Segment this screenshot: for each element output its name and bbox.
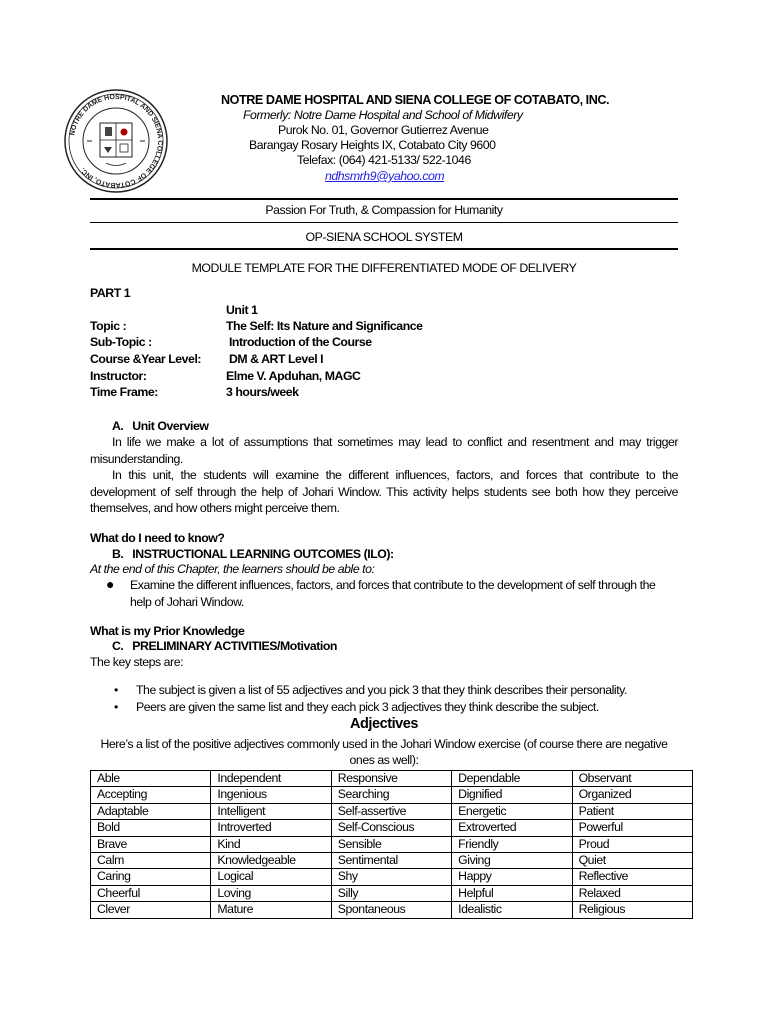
table-row (91, 902, 693, 918)
table-cell: Quiet (572, 853, 692, 869)
bullet-icon: ● (106, 576, 115, 592)
table-row (91, 869, 693, 885)
table-cell: Sensible (331, 836, 451, 852)
section-a-heading: A. Unit Overview (112, 419, 209, 433)
telefax-line: Telefax: (064) 421-5133/ 522-1046 (297, 153, 471, 167)
info-value-course: DM & ART Level I (226, 352, 324, 366)
table-cell: Energetic (452, 803, 572, 819)
system-divider (90, 248, 678, 250)
step-bullet-icon: • (114, 683, 118, 697)
table-row (91, 853, 693, 869)
section-c-question: What is my Prior Knowledge (90, 624, 245, 638)
table-cell: Responsive (331, 771, 451, 787)
table-row (91, 820, 693, 836)
address-line-1: Purok No. 01, Governor Gutierrez Avenue (278, 123, 489, 137)
module-title: MODULE TEMPLATE FOR THE DIFFERENTIATED MODE OF DELIVERY (191, 261, 577, 275)
institution-name: NOTRE DAME HOSPITAL AND SIENA COLLEGE OF COTABATO, INC. (221, 93, 610, 107)
table-cell: Ingenious (211, 787, 331, 803)
table-cell: Knowledgeable (211, 853, 331, 869)
table-cell: Observant (572, 771, 692, 787)
table-cell: Religious (572, 902, 692, 918)
table-cell: Logical (211, 869, 331, 885)
motto: Passion For Truth, & Compassion for Humanity (265, 203, 503, 217)
info-value-topic: The Self: Its Nature and Significance (226, 319, 423, 333)
ilo-bullet-line-2: help of Johari Window. (130, 595, 244, 609)
table-cell: Dignified (452, 787, 572, 803)
school-system: OP-SIENA SCHOOL SYSTEM (305, 230, 463, 244)
table-row (91, 787, 693, 803)
section-c-heading: C. PRELIMINARY ACTIVITIES/Motivation (112, 639, 337, 653)
table-cell: Cheerful (91, 885, 211, 901)
adjectives-table (90, 770, 693, 919)
table-cell: Friendly (452, 836, 572, 852)
table-cell: Idealistic (452, 902, 572, 918)
info-value-subtopic: Introduction of the Course (226, 335, 372, 349)
section-a-body (90, 434, 678, 517)
formerly-line: Formerly: Notre Dame Hospital and School of Midwifery (243, 108, 523, 122)
info-label-topic: Topic : (90, 319, 127, 333)
table-cell: Powerful (572, 820, 692, 836)
table-cell: Bold (91, 820, 211, 836)
table-cell: Kind (211, 836, 331, 852)
section-b-heading: B. INSTRUCTIONAL LEARNING OUTCOMES (ILO): (112, 547, 394, 561)
adjectives-intro-line-1: Here’s a list of the positive adjectives commonly used in the Johari Window exercise (of course there are negative (100, 737, 668, 751)
table-cell: Sentimental (331, 853, 451, 869)
svg-text:NOTRE DAME HOSPITAL AND SIENA: NOTRE DAME HOSPITAL AND SIENA COLLEGE OF COTABATO, INC. (69, 93, 164, 189)
table-cell: Introverted (211, 820, 331, 836)
table-cell: Extroverted (452, 820, 572, 836)
table-cell: Brave (91, 836, 211, 852)
info-label-instructor: Instructor: (90, 369, 147, 383)
email-link[interactable]: ndhsmrh9@yahoo.com (325, 169, 445, 183)
table-row (91, 836, 693, 852)
address-line-2: Barangay Rosary Heights IX, Cotabato City 9600 (249, 138, 496, 152)
section-b-question: What do I need to know? (90, 531, 225, 545)
adjectives-title: Adjectives (349, 716, 419, 732)
section-c-intro: The key steps are: (90, 655, 184, 669)
table-cell: Relaxed (572, 885, 692, 901)
table-cell: Organized (572, 787, 692, 803)
table-cell: Spontaneous (331, 902, 451, 918)
table-row (91, 771, 693, 787)
info-label-timeframe: Time Frame: (90, 385, 158, 399)
table-cell: Intelligent (211, 803, 331, 819)
table-row (91, 885, 693, 901)
motto-divider (90, 222, 678, 223)
table-cell: Patient (572, 803, 692, 819)
step-bullet-icon: • (114, 700, 118, 714)
table-cell: Self-assertive (331, 803, 451, 819)
overview-paragraph-1: In life we make a lot of assumptions that sometimes may lead to conflict and resentment and may trigger misunderstanding. (90, 435, 678, 466)
table-cell: Clever (91, 902, 211, 918)
table-cell: Helpful (452, 885, 572, 901)
info-value-timeframe: 3 hours/week (226, 385, 299, 399)
table-cell: Adaptable (91, 803, 211, 819)
unit-label: Unit 1 (226, 303, 258, 317)
info-label-subtopic: Sub-Topic : (90, 335, 152, 349)
table-cell: Mature (211, 902, 331, 918)
table-cell: Happy (452, 869, 572, 885)
table-cell: Calm (91, 853, 211, 869)
header-divider (90, 198, 678, 200)
table-cell: Reflective (572, 869, 692, 885)
table-cell: Silly (331, 885, 451, 901)
table-cell: Dependable (452, 771, 572, 787)
table-cell: Searching (331, 787, 451, 803)
table-cell: Able (91, 771, 211, 787)
ilo-bullet-line-1: Examine the different influences, factors, and forces that contribute to the development of self through the (130, 578, 656, 592)
table-cell: Caring (91, 869, 211, 885)
table-cell: Self-Conscious (331, 820, 451, 836)
table-cell: Independent (211, 771, 331, 787)
table-cell: Giving (452, 853, 572, 869)
school-seal-logo (62, 87, 170, 195)
info-label-course: Course &Year Level: (90, 352, 202, 366)
table-cell: Proud (572, 836, 692, 852)
info-value-instructor: Elme V. Apduhan, MAGC (226, 369, 361, 383)
table-cell: Shy (331, 869, 451, 885)
adjectives-intro-line-2: ones as well): (349, 753, 419, 767)
table-row (91, 803, 693, 819)
key-step-1: The subject is given a list of 55 adjectives and you pick 3 that they think describes their personality. (136, 683, 627, 697)
table-cell: Loving (211, 885, 331, 901)
part-label: PART 1 (90, 286, 131, 300)
section-b-intro: At the end of this Chapter, the learners should be able to: (90, 562, 375, 576)
overview-paragraph-2: In this unit, the students will examine the different influences, factors, and forces that contribute to the development of self through the help of Johari Window. This activity helps students see both how they perceive themselves, and how others might perceive them. (90, 468, 678, 515)
key-step-2: Peers are given the same list and they each pick 3 adjectives they think describe the subject. (136, 700, 599, 714)
table-cell: Accepting (91, 787, 211, 803)
